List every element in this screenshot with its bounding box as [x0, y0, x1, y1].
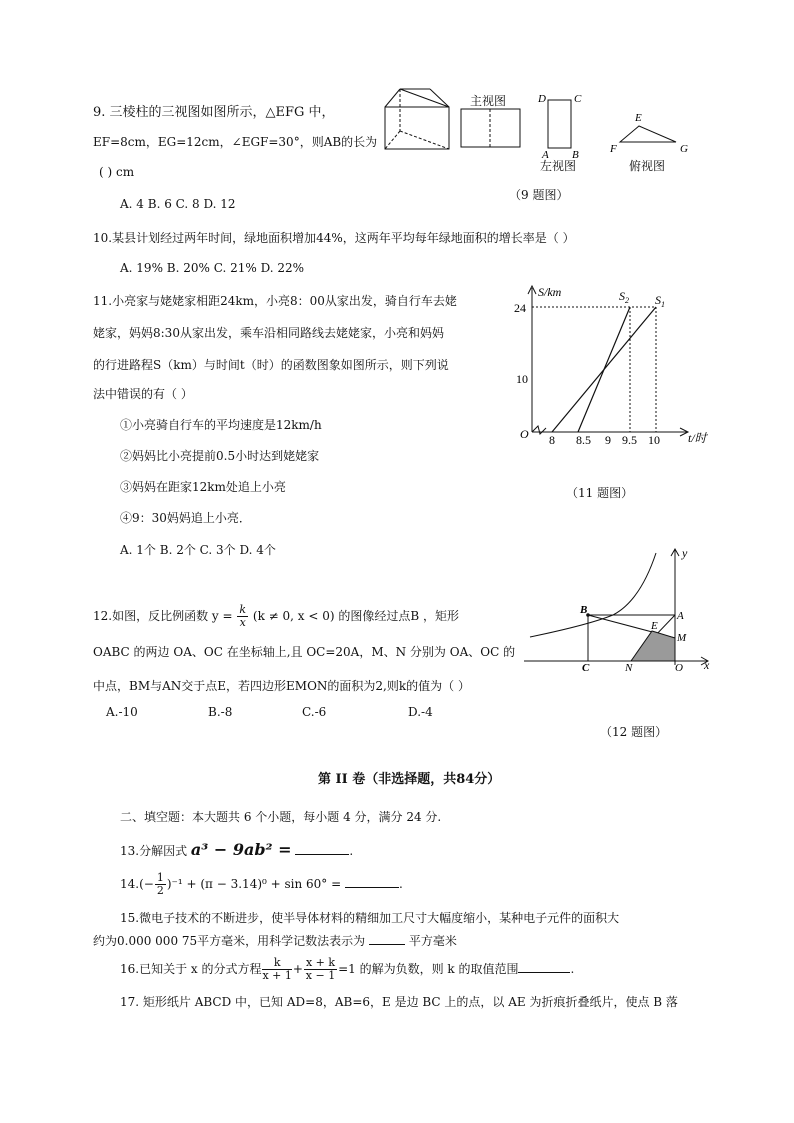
q9-top-view-figure	[606, 108, 692, 154]
q15-line2-a: 约为0.000 000 75平方毫米，用科学记数法表示为	[93, 934, 366, 948]
q12-frac-den: x	[239, 616, 246, 629]
q16-fraction-1	[262, 957, 291, 982]
q14-frac-den: 2	[156, 884, 164, 897]
q12-option-d: D.-4	[408, 705, 433, 719]
q11-x-tick-10: 10	[648, 433, 660, 447]
q9-left-view-label: 左视图	[540, 159, 577, 173]
q16-f2-den: x − 1	[305, 969, 336, 982]
q12-label-n: N	[625, 662, 633, 673]
q9-line2: EF=8cm，EG=12cm，∠EGF=30°，则AB的长为	[93, 135, 378, 149]
part2-instruction: 二、填空题：本大题共 6 个小题，每小题 4 分，满分 24 分.	[120, 810, 442, 824]
q16-f1-num: k	[262, 957, 291, 970]
q9-front-view-figure	[460, 108, 522, 150]
q16-prefix: 16.已知关于 x 的分式方程	[120, 962, 262, 976]
q12-line1	[93, 604, 459, 629]
q16-line	[120, 957, 574, 982]
q11-y-tick-24: 24	[514, 301, 526, 315]
q11-statement-4: ④9：30妈妈追上小亮．	[120, 511, 251, 525]
q12-caption: （12 题图）	[600, 725, 668, 739]
q14-fraction	[155, 872, 166, 897]
q16-f2-num: x + k	[305, 956, 336, 969]
q11-statement-2: ②妈妈比小亮提前0.5小时达到姥姥家	[120, 449, 320, 463]
q11-statement-3: ③妈妈在距家12km处追上小亮	[120, 480, 286, 494]
q11-y-axis-label: S/km	[538, 285, 562, 299]
q9-point-c: C	[574, 93, 582, 105]
q12-prefix: 12.如图，反比例函数 y =	[93, 609, 233, 623]
q12-option-c: C.-6	[302, 705, 327, 719]
q12-line2: OABC 的两边 OA、OC 在坐标轴上,且 OC=20A，M、N 分别为 OA、OC 的	[93, 645, 516, 659]
q11-line1: 11.小亮家与姥姥家相距24km，小亮8：00从家出发，骑自行车去姥	[93, 294, 457, 308]
q16-plus: +	[292, 962, 303, 976]
q12-label-a: A	[677, 610, 684, 622]
q11-series-s2	[578, 307, 630, 432]
q9-top-view-label: 俯视图	[629, 159, 666, 173]
q12-option-b: B.-8	[208, 705, 233, 719]
q9-line3: ( ) cm	[99, 165, 135, 179]
q13-line	[120, 840, 353, 859]
q9-point-d: D	[538, 93, 546, 105]
q16-suffix: =1 的解为负数，则 k 的取值范围	[338, 962, 519, 976]
q11-s1-label: $S_1$	[655, 293, 665, 309]
q12-label-e: E	[651, 620, 658, 632]
q15-line2-b: 平方毫米	[408, 934, 457, 948]
q13-prefix: 13.分解因式	[120, 844, 188, 858]
q11-caption: （11 题图）	[566, 486, 634, 500]
q14-expr-a: (−	[139, 877, 154, 891]
q11-y-tick-10: 10	[516, 372, 528, 386]
q11-line3: 的行进路程S（km）与时间t（时）的函数图象如图所示，则下列说	[93, 358, 449, 372]
q15-line2	[93, 932, 457, 949]
q11-line2: 姥家，妈妈8:30从家出发，乘车沿相同路线去姥姥家，小亮和妈妈	[93, 326, 444, 340]
q11-axis-break	[532, 426, 546, 434]
q14-frac-num: 1	[156, 871, 164, 884]
q16-answer-blank[interactable]	[518, 960, 570, 973]
q9-front-view-label: 主视图	[470, 94, 507, 108]
q10-options: A. 19% B. 20% C. 21% D. 22%	[120, 261, 305, 275]
q12-hyperbola	[530, 553, 656, 637]
q15-line1: 15.微电子技术的不断进步，使半导体材料的精细加工尺寸大幅度缩小，某种电子元件的面积大	[120, 911, 620, 925]
q13-expression: a³ − 9ab² =	[190, 840, 292, 859]
q11-options: A. 1个 B. 2个 C. 3个 D. 4个	[120, 543, 276, 557]
q9-options: A. 4 B. 6 C. 8 D. 12	[120, 197, 236, 211]
q9-caption: （9 题图）	[509, 188, 569, 202]
q12-line3: 中点，BM与AN交于点E，若四边形EMON的面积为2,则k的值为（ ）	[93, 679, 470, 693]
q9-point-e: E	[635, 112, 642, 124]
q9-point-b: B	[572, 149, 579, 160]
q9-left-view-figure	[536, 88, 588, 160]
q11-x-tick-9-5: 9.5	[622, 433, 637, 447]
q13-end: .	[349, 844, 354, 858]
q12-label-c: C	[582, 662, 590, 673]
q11-origin-label: O	[520, 427, 529, 441]
q14-answer-blank[interactable]	[345, 875, 399, 888]
q10-text: 10.某县计划经过两年时间，绿地面积增加44%，这两年平均每年绿地面积的增长率是（ ）	[93, 231, 575, 245]
part2-title: 第 II 卷（非选择题，共84分）	[318, 772, 501, 787]
q14-expr-b: )⁻¹ + (π − 3.14)⁰ + sin 60° =	[166, 877, 342, 891]
q11-statement-1: ①小亮骑自行车的平均速度是12km/h	[120, 418, 322, 432]
q9-point-g: G	[680, 143, 688, 154]
q16-fraction-2	[304, 957, 337, 982]
q11-x-tick-8-5: 8.5	[576, 433, 591, 447]
q12-label-o: O	[675, 662, 683, 673]
q16-f1-den: x + 1	[262, 969, 292, 982]
q12-fraction	[237, 604, 248, 629]
q12-figure	[518, 545, 718, 673]
q11-x-tick-8: 8	[549, 433, 555, 447]
q12-x-label: x	[704, 658, 710, 672]
q12-option-a: A.-10	[106, 705, 138, 719]
q11-s2-label: $S_2$	[619, 289, 629, 305]
q12-label-b: B	[580, 604, 588, 616]
q9-prism-figure	[382, 85, 452, 153]
q11-line4: 法中错误的有（ ）	[93, 387, 193, 401]
q14-prefix: 14.	[120, 877, 140, 891]
q11-x-axis-label: t/时	[688, 431, 707, 445]
q9-point-a: A	[542, 149, 549, 160]
q12-frac-num: k	[239, 603, 247, 616]
q12-y-label: y	[682, 546, 688, 560]
q9-line1: 9. 三棱柱的三视图如图所示，△EFG 中，	[93, 105, 335, 120]
q17-text: 17. 矩形纸片 ABCD 中，已知 AD=8，AB=6，E 是边 BC 上的点，以 AE 为折痕折叠纸片，使点 B 落	[120, 995, 678, 1009]
q11-x-tick-9: 9	[605, 433, 611, 447]
q12-shaded-quad-emon	[631, 631, 675, 661]
q14-end: .	[399, 877, 403, 891]
q9-point-f: F	[610, 143, 617, 154]
q12-label-m: M	[677, 632, 687, 644]
q12-suffix: (k ≠ 0, x < 0) 的图像经过点B ，矩形	[252, 609, 460, 623]
q11-chart	[512, 282, 722, 452]
q13-answer-blank[interactable]	[295, 842, 349, 855]
q14-line	[120, 872, 403, 897]
q15-answer-blank[interactable]	[369, 932, 405, 945]
q16-end: .	[570, 962, 575, 976]
